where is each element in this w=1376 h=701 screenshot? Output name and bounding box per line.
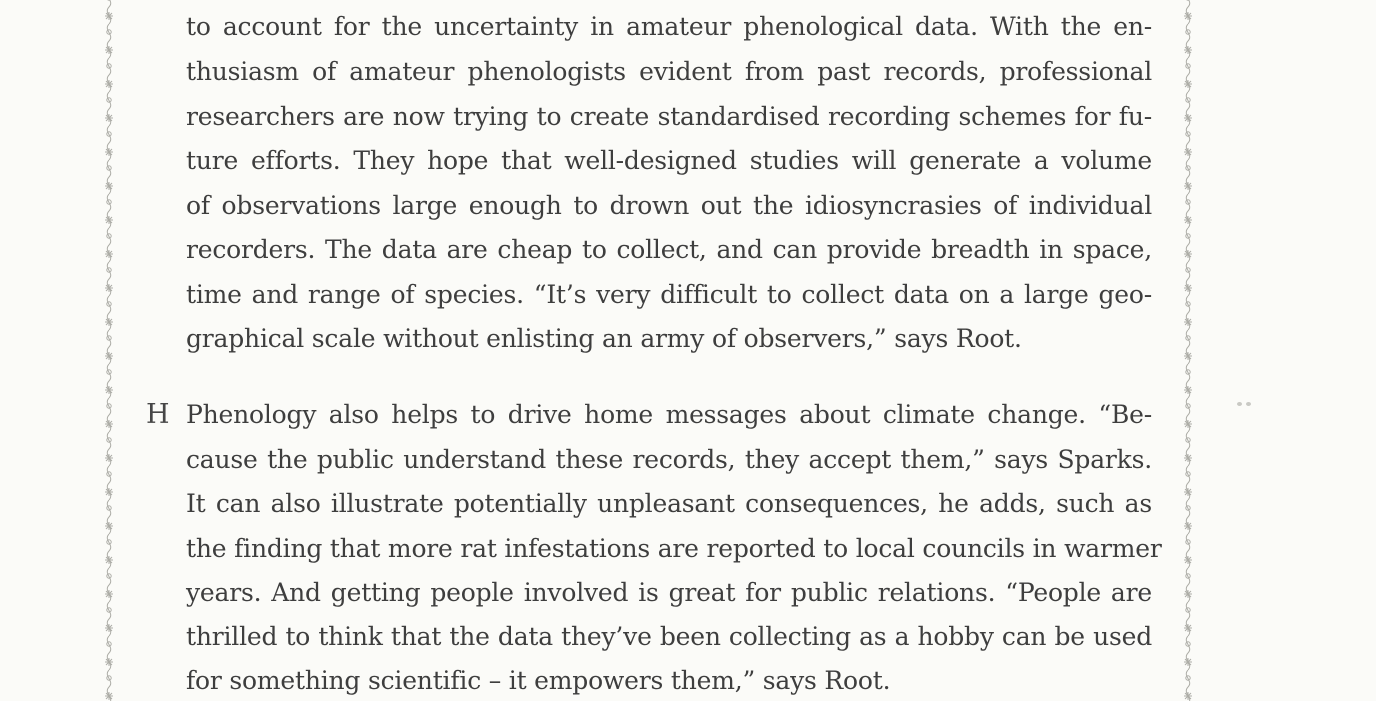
text-line: It can also illustrate potentially unpleasant consequences, he adds, such as: [186, 489, 1152, 518]
scan-smudge: [1237, 402, 1242, 406]
text-line: of observations large enough to drown out the idiosyncrasies of individual: [186, 191, 1152, 220]
text-line: recorders. The data are cheap to collect, and can provide breadth in space,: [186, 235, 1152, 264]
decorative-border-left: [97, 0, 121, 701]
text-line: the finding that more rat infestations are reported to local councils in warmer: [186, 534, 1162, 563]
text-line: time and range of species. “It’s very difficult to collect data on a large geo-: [186, 280, 1152, 309]
text-line: thrilled to think that the data they’ve been collecting as a hobby can be used: [186, 622, 1152, 651]
text-line: thusiasm of amateur phenologists evident from past records, professional: [186, 57, 1152, 86]
paragraph-h: [186, 400, 1162, 700]
text-line: cause the public understand these records, they accept them,” says Sparks.: [186, 445, 1152, 474]
text-line: for something scientific – it empowers them,” says Root.: [186, 666, 891, 695]
text-line: graphical scale without enlisting an army of observers,” says Root.: [186, 324, 1022, 353]
text-line: Phenology also helps to drive home messages about climate change. “Be-: [186, 400, 1152, 429]
text-line: years. And getting people involved is great for public relations. “People are: [186, 578, 1152, 607]
scan-smudge: [1246, 402, 1251, 406]
text-line: to account for the uncertainty in amateur phenological data. With the en-: [186, 12, 1152, 41]
section-letter-h: H: [146, 399, 170, 430]
decorative-border-right: [1176, 0, 1200, 701]
text-line: researchers are now trying to create standardised recording schemes for fu-: [186, 102, 1152, 131]
text-line: ture efforts. They hope that well-designed studies will generate a volume: [186, 146, 1152, 175]
paragraph-g: [186, 12, 1152, 357]
